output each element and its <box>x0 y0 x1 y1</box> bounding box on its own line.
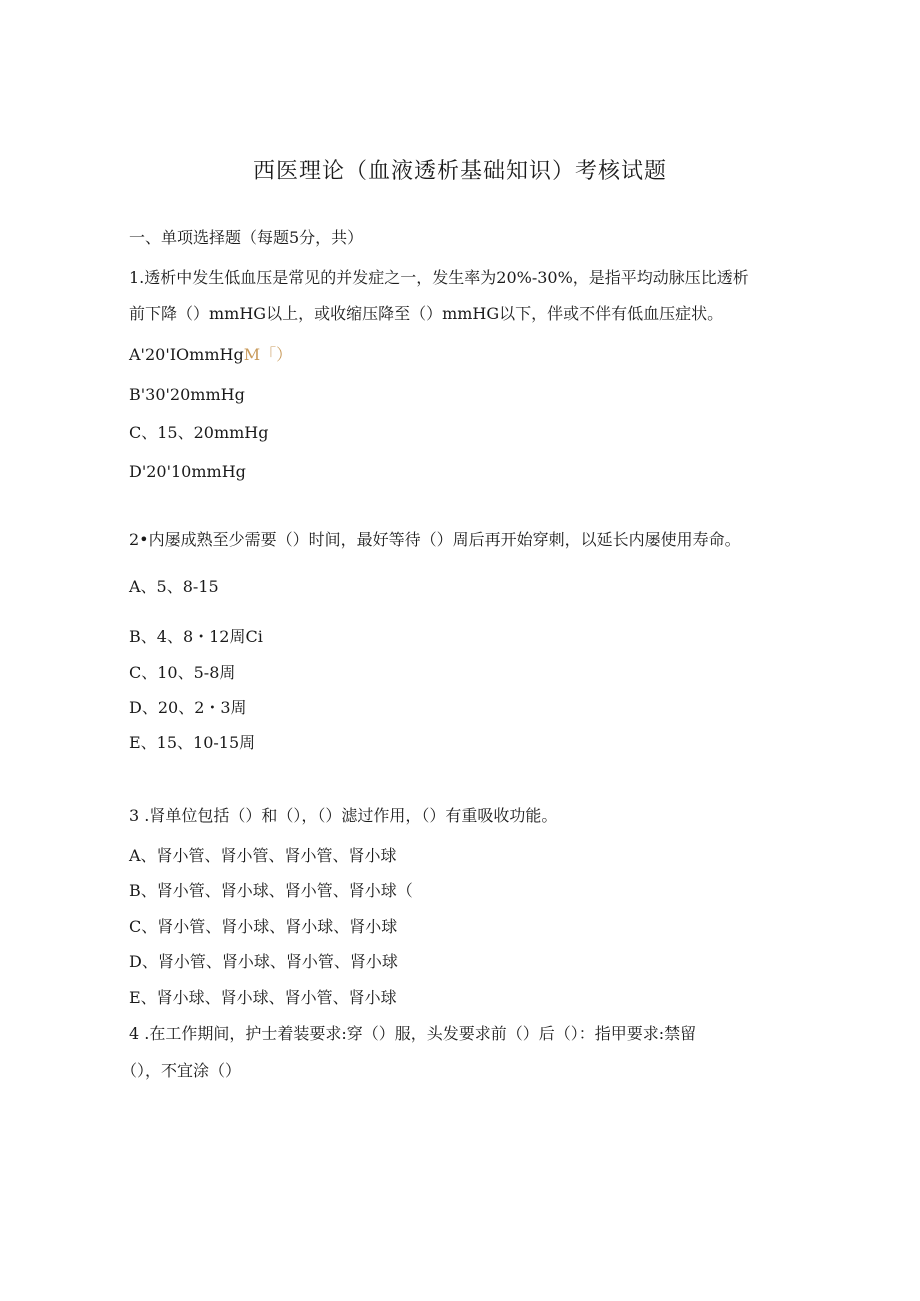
question-1-option-d: D'20'10mmHg <box>129 462 246 481</box>
question-3-option-a: A、肾小管、肾小管、肾小管、肾小球 <box>129 846 397 865</box>
question-3-option-b: B、肾小管、肾小球、肾小管、肾小球（ <box>129 881 413 900</box>
option-text: A'20'IOmmHg <box>129 345 244 364</box>
question-1-stem-line-1: 1.透析中发生低血压是常见的并发症之一，发生率为20%-30%，是指平均动脉压比透析 <box>129 268 749 287</box>
question-3-option-c: C、肾小管、肾小球、肾小球、肾小球 <box>129 917 398 936</box>
question-2-option-b: B、4、8・12周Ci <box>129 627 263 646</box>
question-2-stem-line-1: 2•内屡成熟至少需要（）时间，最好等待（）周后再开始穿刺，以延长内屡使用寿命。 <box>129 530 741 549</box>
question-4-stem-line-2: （），不宜涂（） <box>121 1061 242 1080</box>
section-heading: 一、单项选择题（每题5分，共） <box>129 228 364 247</box>
question-1-option-a <box>129 345 292 365</box>
question-2-option-e: E、15、10-15周 <box>129 733 256 752</box>
question-1-stem-line-2: 前下降（）mmHG以上，或收缩压降至（）mmHG以下，伴或不伴有低血压症状。 <box>129 304 724 323</box>
question-3-stem-line-1: 3 .肾单位包括（）和（），（）滤过作用，（）有重吸收功能。 <box>129 806 558 825</box>
question-2-option-a: A、5、8-15 <box>129 577 219 596</box>
question-3-option-e: E、肾小球、肾小球、肾小管、肾小球 <box>129 988 397 1007</box>
question-1-option-b: B'30'20mmHg <box>129 385 245 404</box>
question-1-option-c: C、15、20mmHg <box>129 423 269 442</box>
question-4-stem-line-1: 4 .在工作期间，护士着装要求:穿（）服，头发要求前（）后（）：指甲要求:禁留 <box>129 1024 697 1043</box>
question-2-option-c: C、10、5-8周 <box>129 663 236 682</box>
option-annotation: M「） <box>243 345 293 364</box>
question-2-option-d: D、20、2・3周 <box>129 698 247 717</box>
document-title: 西医理论（血液透析基础知识）考核试题 <box>252 159 667 184</box>
question-3-option-d: D、肾小管、肾小球、肾小管、肾小球 <box>129 952 398 971</box>
